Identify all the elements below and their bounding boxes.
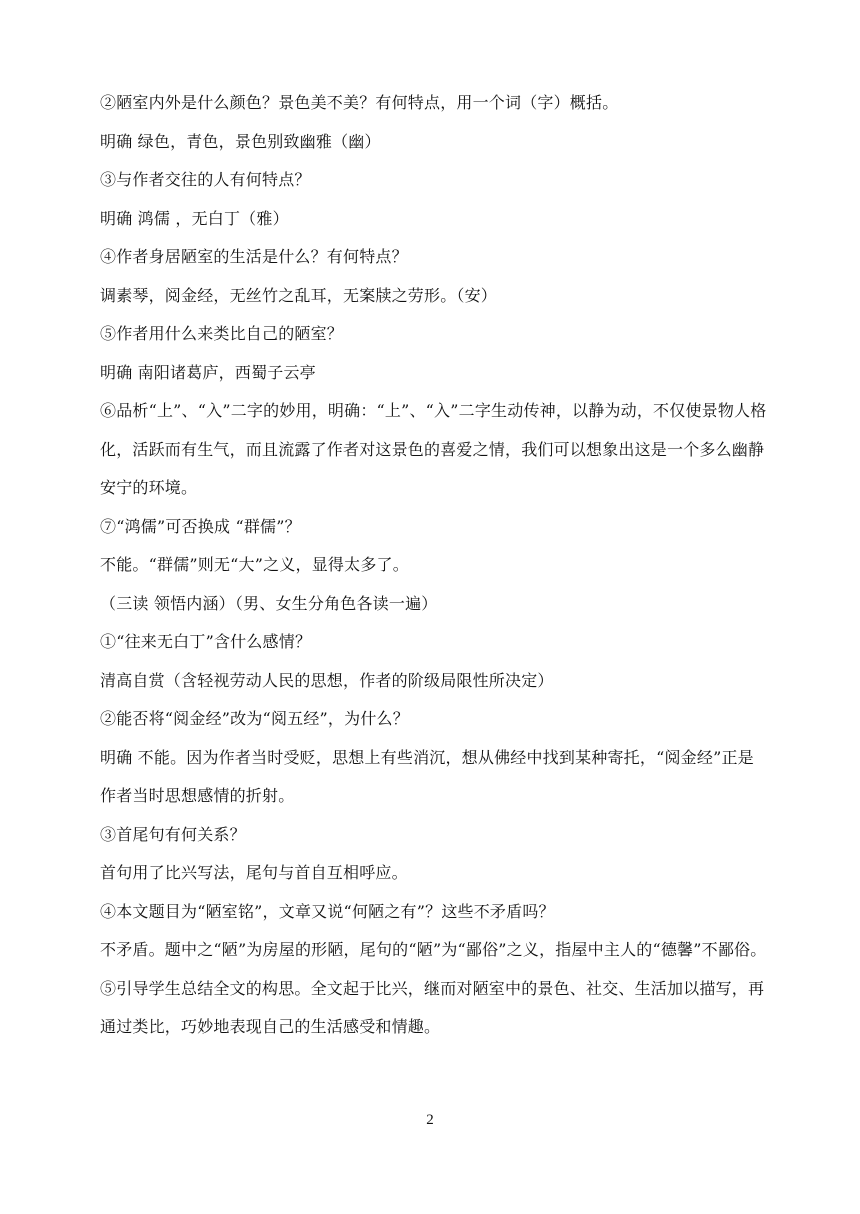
question-line: ①“往来无白丁”含什么感情？ bbox=[100, 632, 312, 651]
question-line: ②陋室内外是什么颜色？景色美不美？有何特点，用一个词（字）概括。 bbox=[100, 93, 619, 112]
question-line: ④作者身居陋室的生活是什么？有何特点？ bbox=[100, 247, 408, 266]
page-number: 2 bbox=[426, 1112, 434, 1128]
question-line: ④本文题目为“陋室铭”，文章又说“何陋之有”？这些不矛盾吗？ bbox=[100, 901, 555, 921]
section-heading: （三读 领悟内涵）（男、女生分角色各读一遍） bbox=[100, 593, 438, 613]
summary-paragraph: ⑤引导学生总结全文的构思。全文起于比兴，继而对陋室中的景色、社交、生活加以描写，再通过类比，巧妙地表现自己的生活感受和情趣。 bbox=[100, 978, 765, 1036]
answer-paragraph: 不矛盾。题中之“陋”为房屋的形陋，尾句的“陋”为“鄙俗”之义，指屋中主人的“德馨”不鄙俗。 bbox=[100, 940, 767, 959]
question-line: ③首尾句有何关系？ bbox=[100, 824, 246, 844]
answer-line: 不能。“群儒”则无“大”之义，显得太多了。 bbox=[100, 555, 409, 574]
question-line: ②能否将“阅金经”改为“阅五经”，为什么？ bbox=[100, 709, 409, 728]
answer-line: 明确 鸿儒 ，无白丁（雅） bbox=[100, 208, 289, 228]
answer-line: 明确 绿色，青色，景色别致幽雅（幽） bbox=[100, 131, 381, 151]
answer-line: 清高自赏（含轻视劳动人民的思想，作者的阶级局限性所决定） bbox=[100, 670, 554, 690]
document-body bbox=[100, 84, 768, 1047]
question-line: ⑤作者用什么来类比自己的陋室？ bbox=[100, 324, 344, 343]
question-line: ⑦“鸿儒”可否换成 “群儒”？ bbox=[100, 516, 301, 536]
answer-line: 调素琴，阅金经，无丝竹之乱耳，无案牍之劳形。（安） bbox=[100, 285, 498, 305]
answer-paragraph: 明确 不能。因为作者当时受贬，思想上有些消沉，想从佛经中找到某种寄托，“阅金经”正是作者当时思想感情的折射。 bbox=[100, 747, 754, 805]
answer-line: 首句用了比兴写法，尾句与首自互相呼应。 bbox=[100, 863, 408, 882]
answer-line: 明确 南阳诸葛庐，西蜀子云亭 bbox=[100, 362, 316, 382]
question-line: ③与作者交往的人有何特点？ bbox=[100, 170, 311, 189]
analysis-paragraph: ⑥品析“上”、“入”二字的妙用，明确：“上”、“入”二字生动传神，以静为动，不仅使景物人格化，活跃而有生气，而且流露了作者对这景色的喜爱之情，我们可以想象出这是一个多么幽静安宁的环境。 bbox=[100, 401, 767, 497]
